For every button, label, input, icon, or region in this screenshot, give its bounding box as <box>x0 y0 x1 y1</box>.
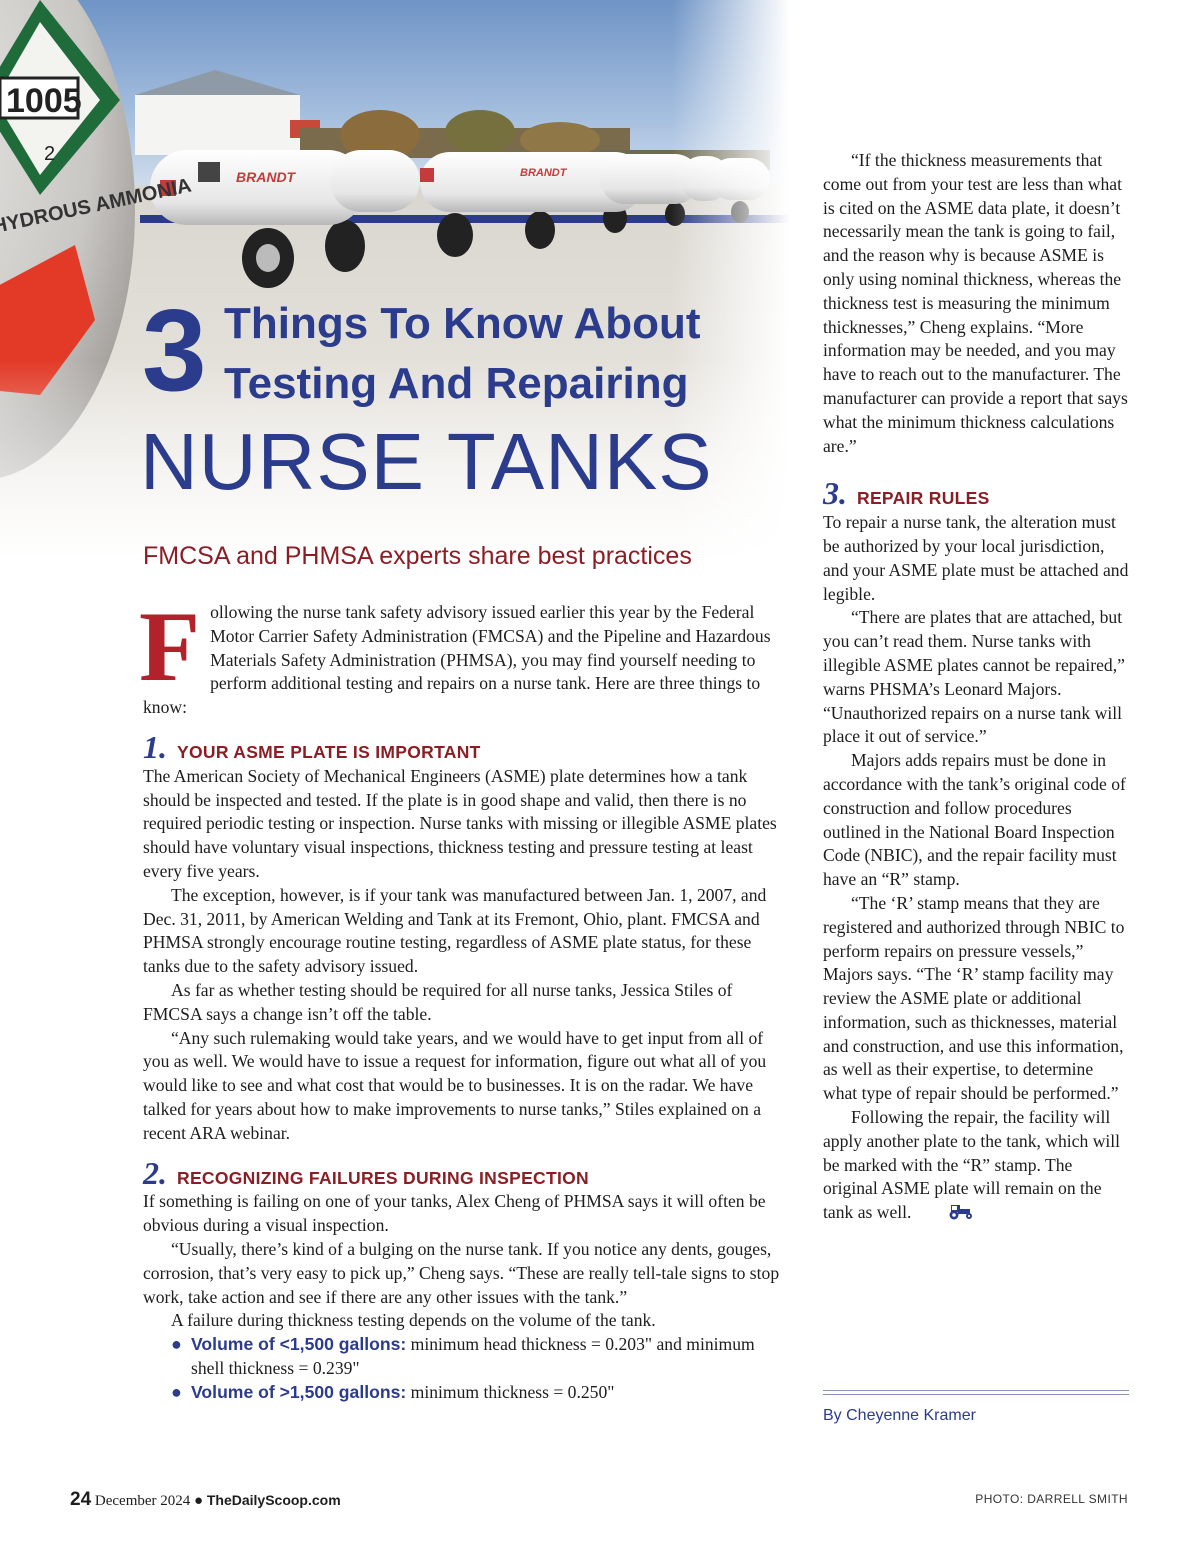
section-1-heading <box>143 728 788 765</box>
tractor-icon <box>919 1202 975 1227</box>
section-3-paragraph: “There are plates that are attached, but you can’t read them. Nurse tanks with illegible ASME plates cannot be repaired,” warns PHSMA’s Leonard Majors. “Unauthorized repairs on a nurse tank will place it out of service.” <box>823 607 1125 747</box>
cheng-quote-paragraph: “If the thickness measurements that come out from your test are less than what is cited on the ASME data plate, it doesn’t necessarily mean the tank is going to fail, and the reason why is because ASME is only using nominal thickness, whereas the thickness test is measuring the minimum thicknesses,” Cheng explains. “More information may be needed, and you may have to reach out to the manufacturer. The manufacturer can provide a report that says what the minimum thickness calculations are.” <box>823 150 1128 456</box>
site-name: TheDailyScoop.com <box>206 1492 341 1508</box>
right-column <box>823 149 1129 1227</box>
section-1-label: YOUR ASME PLATE IS IMPORTANT <box>177 741 481 762</box>
bullet-dot-icon: ● <box>171 1381 182 1402</box>
bullet-dot-icon: ● <box>171 1334 182 1355</box>
bullet-text: minimum thickness = 0.250" <box>406 1381 615 1402</box>
section-1-number: 1. <box>143 728 167 765</box>
left-column <box>139 591 788 1405</box>
section-2-heading <box>143 1154 788 1191</box>
section-3-heading <box>823 475 1129 512</box>
byline-divider <box>823 1394 1129 1395</box>
section-2-label: RECOGNIZING FAILURES DURING INSPECTION <box>177 1167 589 1188</box>
section-1-paragraph: As far as whether testing should be required for all nurse tanks, Jessica Stiles of FMCSA says a change isn’t off the table. <box>143 979 733 1024</box>
section-2-number: 2. <box>143 1154 167 1191</box>
bullet-item <box>171 1333 788 1381</box>
section-3-paragraph: “The ‘R’ stamp means that they are registered and authorized through NBIC to perform repairs on pressure vessels,” Majors says. “The ‘R’ stamp facility may review the ASME plate or additional information, such as thicknesses, material and construction, and use this information, as well as their expertise, to determine what type of repair should be performed.” <box>823 892 1125 1104</box>
bullet-label: Volume of >1,500 gallons: <box>191 1381 407 1402</box>
intro-paragraph: Following the nurse tank safety advisory issued earlier this year by the Federal Motor Carrier Safety Administration (FMCSA) and the Pipeline and Hazardous Materials Safety Administration (PHMSA), you may find yourself needing to perform additional testing and repairs on a nurse tank. Here are three things to know: <box>139 591 771 718</box>
section-1-paragraph: “Any such rulemaking would take years, and we would have to get input from all of you as well. We would have to issue a request for information, figure out what all of you would like to see and what cost that would be to businesses. It is on the radar. We have talked for years about how to make improvements to nurse tanks,” Stiles explained on a recent ARA webinar. <box>143 1027 767 1143</box>
section-3-paragraph: To repair a nurse tank, the alteration must be authorized by your local jurisdiction, and your ASME plate must be attached and legible. <box>823 512 1129 604</box>
footer-bullet-icon: ● <box>194 1493 204 1509</box>
section-2-paragraph: A failure during thickness testing depends on the volume of the tank. <box>171 1310 656 1331</box>
footer-left <box>70 1489 341 1511</box>
bullet-item <box>171 1381 788 1405</box>
byline: By Cheyenne Kramer <box>823 1407 976 1424</box>
photo-credit: PHOTO: DARRELL SMITH <box>975 1492 1128 1506</box>
bullet-label: Volume of <1,500 gallons: <box>191 1334 407 1355</box>
bullet-text: minimum head thickness = 0.203" and minimum shell thickness = 0.239" <box>191 1334 755 1378</box>
section-3-paragraph: Following the repair, the facility will apply another plate to the tank, which will be marked with the “R” stamp. The original ASME plate will remain on the tank as well. <box>823 1106 1129 1227</box>
issue-date: December 2024 <box>94 1493 191 1509</box>
title-line-1: Things To Know About <box>224 299 701 348</box>
page-number: 24 <box>70 1489 92 1510</box>
section-3-number: 3. <box>823 475 847 512</box>
title-line-2: Testing And Repairing <box>224 359 689 408</box>
section-3-paragraph: Majors adds repairs must be done in accordance with the tank’s original code of construction and follow procedures outlined in the National Board Inspection Code (NBIC), and the repair facility must have an “R” stamp. <box>823 750 1126 890</box>
section-1-paragraph: The exception, however, is if your tank was manufactured between Jan. 1, 2007, and Dec. 31, 2011, by American Welding and Tank at its Fremont, Ohio, plant. FMCSA and PHMSA strongly encourage routine testing, regardless of ASME plate status, for these tanks due to the safety advisory issued. <box>143 884 767 977</box>
title-number: 3 <box>142 285 207 415</box>
section-1-paragraph: The American Society of Mechanical Engineers (ASME) plate determines how a tank should be inspected and tested. If the plate is in good shape and valid, then there is no required periodic testing or inspection. Nurse tanks with missing or illegible ASME plates should have voluntary visual inspections, thickness testing and pressure testing at least every five years. <box>143 765 777 881</box>
article-subtitle: FMCSA and PHMSA experts share best practices <box>143 542 692 570</box>
section-2-paragraph: “Usually, there’s kind of a bulging on the nurse tank. If you notice any dents, gouges, corrosion, that’s very easy to pick up,” Cheng says. “These are really tell-tale signs to stop work, take action and see if there are any other issues with the tank.” <box>143 1238 780 1307</box>
byline-divider <box>823 1390 1129 1391</box>
section-3-label: REPAIR RULES <box>857 488 990 509</box>
section-2-paragraph: If something is failing on one of your tanks, Alex Cheng of PHMSA says it will often be obvious during a visual inspection. <box>143 1191 766 1236</box>
title-line-3: NURSE TANKS <box>140 417 713 506</box>
drop-cap: F <box>139 591 201 702</box>
